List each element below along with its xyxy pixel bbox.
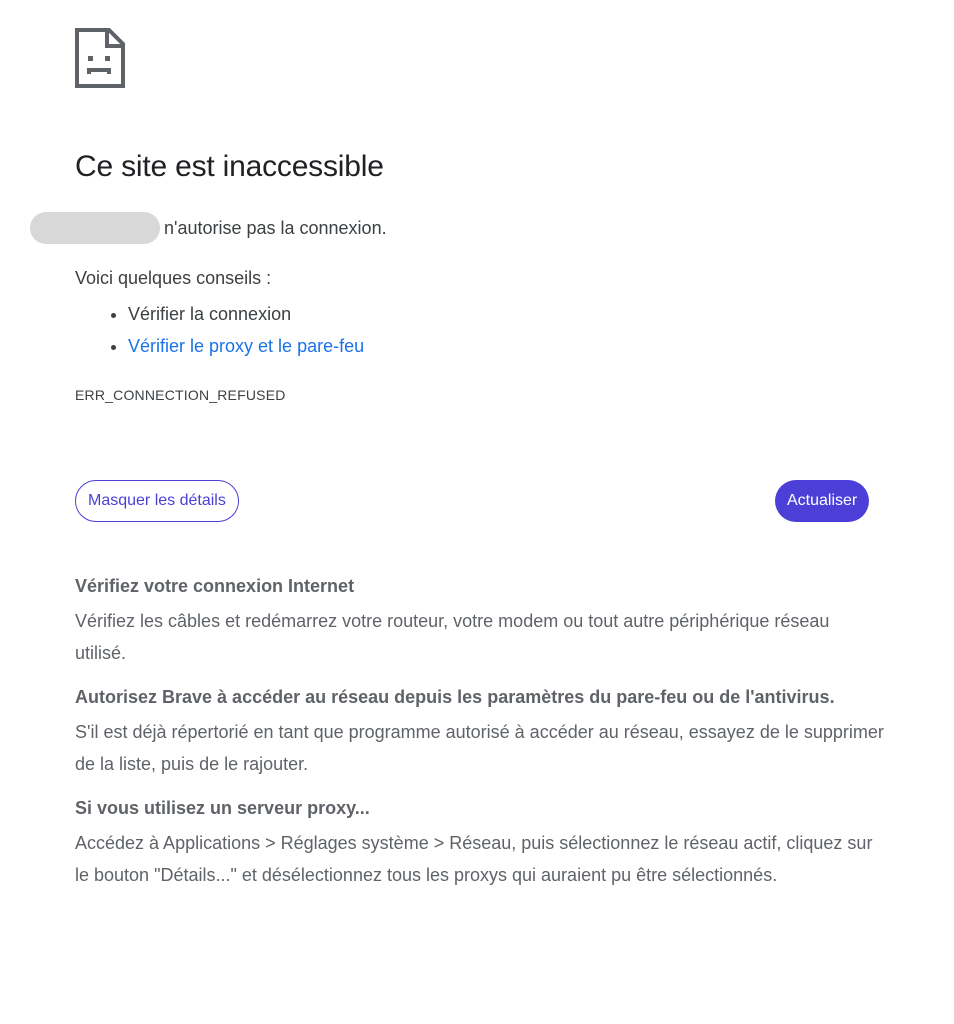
error-code: ERR_CONNECTION_REFUSED xyxy=(75,387,286,403)
detail-text: S'il est déjà répertorié en tant que programme autorisé à accéder au réseau, essayez de le supprimer de la liste, puis de le rajouter. xyxy=(75,722,884,774)
detail-proxy xyxy=(75,794,885,891)
tips-list xyxy=(75,298,364,362)
detail-heading: Vérifiez votre connexion Internet xyxy=(75,576,355,596)
tip-label: Vérifier la connexion xyxy=(128,304,292,324)
detail-firewall xyxy=(75,683,885,780)
tip-item-check-proxy xyxy=(128,330,364,362)
detail-text: Vérifiez les câbles et redémarrez votre routeur, votre modem ou tout autre périphérique réseau utilisé. xyxy=(75,611,830,663)
tips-intro: Voici quelques conseils : xyxy=(75,268,272,288)
sad-page-icon xyxy=(75,28,125,88)
page-title: Ce site est inaccessible xyxy=(75,150,384,183)
reload-button[interactable]: Actualiser xyxy=(775,480,869,522)
redacted-hostname xyxy=(30,212,160,244)
detail-text: Accédez à Applications > Réglages système > Réseau, puis sélectionnez le réseau actif, cliquez sur le bouton "Détails..." et désélectionnez tous les proxys qui auraient pu être sélectionnés. xyxy=(75,833,873,885)
detail-heading: Si vous utilisez un serveur proxy... xyxy=(75,798,370,818)
detail-check-internet xyxy=(75,572,885,669)
detail-heading: Autorisez Brave à accéder au réseau depuis les paramètres du pare-feu ou de l'antivirus. xyxy=(75,687,835,707)
check-proxy-link[interactable]: Vérifier le proxy et le pare-feu xyxy=(128,336,365,356)
details-section xyxy=(75,572,885,905)
tip-item-check-connection xyxy=(128,298,364,330)
host-message xyxy=(30,212,387,244)
host-message-text: n'autorise pas la connexion. xyxy=(164,217,387,238)
hide-details-button[interactable]: Masquer les détails xyxy=(75,480,239,522)
